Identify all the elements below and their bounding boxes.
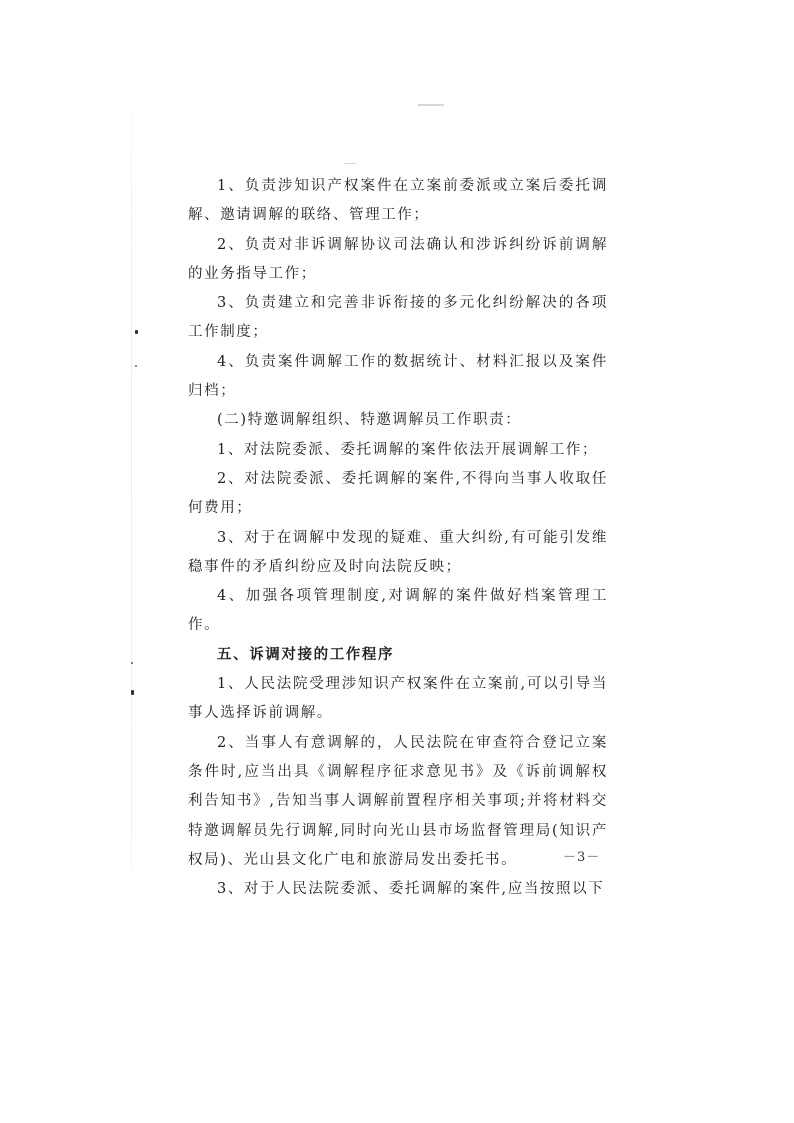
mediator-duty-4: 4、加强各项管理制度,对调解的案件做好档案管理工作。 [188,588,608,634]
mediator-duty-1: 1、对法院委派、委托调解的案件依法开展调解工作； [217,441,599,458]
document-body [188,172,608,904]
duty-item-4: 4、负责案件调解工作的数据统计、材料汇报以及案件归档； [188,353,608,400]
subsection-title: (二)特邀调解组织、特邀调解员工作职责： [217,412,522,429]
procedure-item-2: 2、当事人有意调解的，人民法院在审查符合登记立案条件时,应当出具《调解程序征求意见书》及《诉前调解权利告知书》,告知当事人调解前置程序相关事项;并将材料交特邀调解员先行调解,同时向光山县市场监督管理局(知识产权局)、光山县文化广电和旅游局发出委托书。 [188,734,608,868]
scan-speck [135,365,137,367]
scan-artifact-top [418,104,444,106]
scan-speck [131,662,133,664]
duty-item-2: 2、负责对非诉调解协议司法确认和涉诉纠纷诉前调解的业务指导工作； [188,236,608,282]
scan-speck [131,690,134,695]
scan-artifact-header [344,163,356,164]
section-heading: 五、诉调对接的工作程序 [217,646,395,663]
procedure-item-1: 1、人民法院受理涉知识产权案件在立案前,可以引导当事人选择诉前调解。 [188,676,608,722]
mediator-duty-3: 3、对于在调解中发现的疑难、重大纠纷,有可能引发维稳事件的矛盾纠纷应及时向法院反映； [188,529,608,575]
procedure-item-3: 3、对于人民法院委派、委托调解的案件,应当按照以下 [217,881,605,898]
mediator-duty-2: 2、对法院委派、委托调解的案件,不得向当事人收取任何费用； [188,470,608,517]
duty-item-3: 3、负责建立和完善非诉衔接的多元化纠纷解决的各项工作制度； [188,295,608,341]
scan-speck [135,330,138,334]
scan-shadow-edge [131,110,132,870]
page-number: －3－ [563,850,601,865]
duty-item-1: 1、负责涉知识产权案件在立案前委派或立案后委托调解、邀请调解的联络、管理工作； [188,178,608,224]
